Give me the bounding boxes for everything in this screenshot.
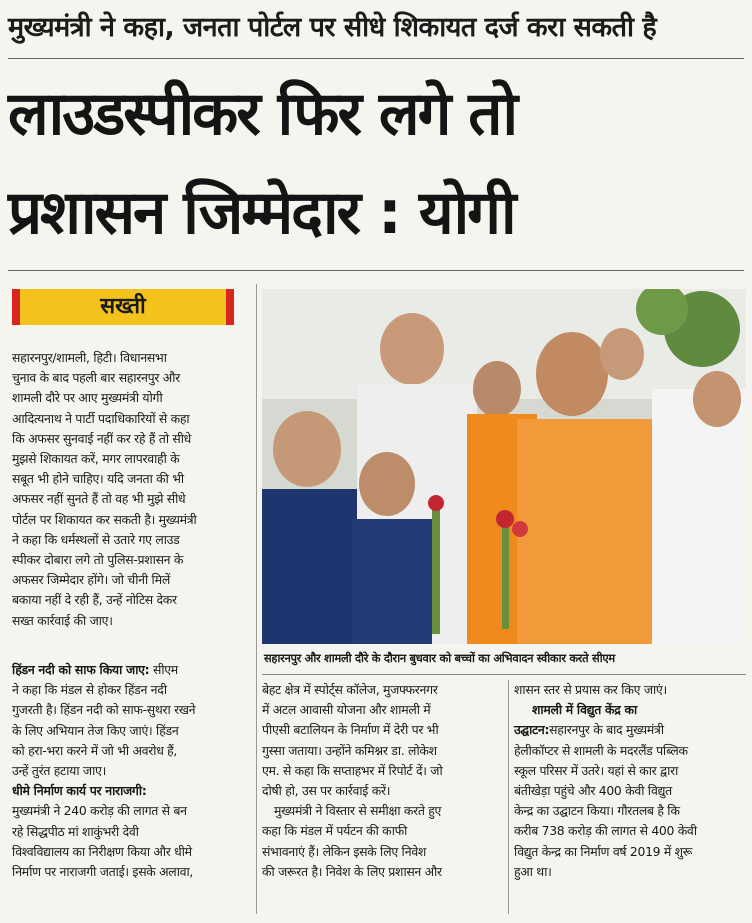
headline-line-2: प्रशासन जिम्मेदार : योगी	[8, 178, 515, 248]
text-line: मुख्यमंत्री ने विस्तार से समीक्षा करते हुए	[274, 803, 442, 819]
text-line: शामली दौरे पर आए मुख्यमंत्री योगी	[12, 390, 163, 406]
headline-rule	[8, 270, 744, 271]
article-column-3	[514, 680, 748, 882]
text-line: दोषी हो, उस पर कार्रवाई करें।	[262, 783, 391, 799]
text-line: पोर्टल पर शिकायत कर सकती है। मुख्यमंत्री	[12, 511, 197, 527]
text-fragment: सहारनपुर के बाद मुख्यमंत्री	[549, 722, 664, 738]
text-line: पीएसी बटालियन के निर्माण में देरी पर भी	[262, 722, 439, 738]
text-line: संभावनाएं हैं। लेकिन इसके लिए निवेश	[262, 843, 427, 859]
text-line: विश्वविद्यालय का निरीक्षण किया और धीमे	[12, 843, 192, 859]
column-divider	[508, 680, 509, 914]
text-line: चुनाव के बाद पहली बार सहारनपुर और	[12, 370, 180, 386]
text-line: हुआ था।	[514, 863, 552, 879]
subhead-line	[514, 720, 748, 740]
subhead-line	[12, 660, 252, 680]
section-tag: सख्ती	[12, 289, 234, 325]
kicker-rule	[8, 58, 744, 59]
photo-caption: सहारनपुर और शामली दौरे के दौरान बुधवार को बच्चों का अभिवादन स्वीकार करते सीएम	[264, 651, 615, 665]
text-line: कहा कि मंडल में पर्यटन की काफी	[262, 823, 408, 839]
subhead-inauguration: उद्घाटन:	[514, 722, 550, 738]
caption-rule	[262, 674, 746, 675]
text-line: ने कहा कि धर्मस्थलों से उतारे गए लाउड	[12, 531, 180, 547]
text-line: मुख्यमंत्री ने 240 करोड़ की लागत से बन	[12, 803, 187, 819]
text-line: अफसर नहीं सुनते हैं तो वह भी मुझे सीधे	[12, 491, 186, 507]
text-line: को हरा-भरा करने में जो भी अवरोध हैं,	[12, 742, 178, 758]
subhead-power-station: शामली में विद्युत केंद्र का	[532, 702, 637, 718]
text-line: स्पीकर दोबारा लगे तो पुलिस-प्रशासन के	[12, 552, 184, 568]
text-line: कि अफसर सुनवाई नहीं कर रहे हैं तो सीधे	[12, 430, 191, 446]
text-line: करीब 738 करोड़ की लागत से 400 केवी	[514, 823, 697, 839]
text-line: उन्हें तुरंत हटाया जाए।	[12, 763, 106, 779]
news-photo	[262, 289, 746, 644]
news-photo-illustration	[262, 289, 746, 644]
text-line: हेलीकॉप्टर से शामली के मदरलैंड पब्लिक	[514, 742, 688, 758]
text-line: केन्द्र का उद्घाटन किया। गौरतलब है कि	[514, 803, 680, 819]
text-line: निर्माण पर नाराजगी जताई। इसके अलावा,	[12, 864, 194, 880]
text-line: बकाया नहीं दे रही हैं, उन्हें नोटिस देकर	[12, 592, 177, 608]
subhead-slow-construction: धीमे निर्माण कार्य पर नाराजगी:	[12, 783, 147, 799]
text-line: सहारनपुर/शामली, हिटी। विधानसभा	[12, 350, 167, 365]
text-line: मुझसे शिकायत करें, मगर लापरवाही के	[12, 451, 180, 467]
text-line: आदित्यनाथ ने पार्टी पदाधिकारियों से कहा	[12, 410, 190, 426]
headline-line-1: लाउडस्पीकर फिर लगे तो	[8, 79, 516, 149]
text-line: सबूत भी होने चाहिए। यदि जनता की भी	[12, 471, 184, 487]
article-column-1-bottom	[12, 660, 252, 882]
text-line: बंतीखेड़ा पहुंचे और 400 केवी विद्युत	[514, 783, 672, 799]
text-line: शासन स्तर से प्रयास कर किए जाएं।	[514, 682, 667, 697]
text-line: सख्त कार्रवाई की जाए।	[12, 612, 113, 628]
text-line: की जरूरत है। निवेश के लिए प्रशासन और	[262, 863, 442, 879]
text-line: गुजरती है। हिंडन नदी को साफ-सुथरा रखने	[12, 702, 196, 718]
article-column-1-top	[12, 348, 252, 631]
text-line: विद्युत केन्द्र का निर्माण वर्ष 2019 में शुरू	[514, 843, 693, 859]
text-line: ने कहा कि मंडल से होकर हिंडन नदी	[12, 682, 167, 698]
text-line: के लिए अभियान तेज किए जाएं। हिंडन	[12, 722, 179, 738]
subhead-hindon: हिंडन नदी को साफ किया जाए:	[12, 662, 150, 677]
text-line: अफसर जिम्मेदार होंगे। जो चीनी मिलें	[12, 572, 170, 588]
text-line: स्कूल परिसर में उतरे। यहां से कार द्वारा	[514, 762, 679, 778]
text-line: बेहट क्षेत्र में स्पोर्ट्स कॉलेज, मुजफ्फरनगर	[262, 682, 438, 697]
text-fragment: सीएम	[149, 662, 178, 677]
text-line: एम. से कहा कि सप्ताहभर में रिपोर्ट दें। जो	[262, 762, 443, 778]
article-column-2	[262, 680, 502, 882]
column-divider	[256, 284, 257, 914]
text-line: गुस्सा जताया। उन्होंने कमिश्नर डा. लोकेश	[262, 742, 437, 758]
text-line: में अटल आवासी योजना और शामली में	[262, 702, 431, 718]
text-line: रहे सिद्धपीठ मां शाकुंभरी देवी	[12, 823, 139, 839]
kicker-headline: मुख्यमंत्री ने कहा, जनता पोर्टल पर सीधे शिकायत दर्ज करा सकती है	[8, 12, 657, 43]
